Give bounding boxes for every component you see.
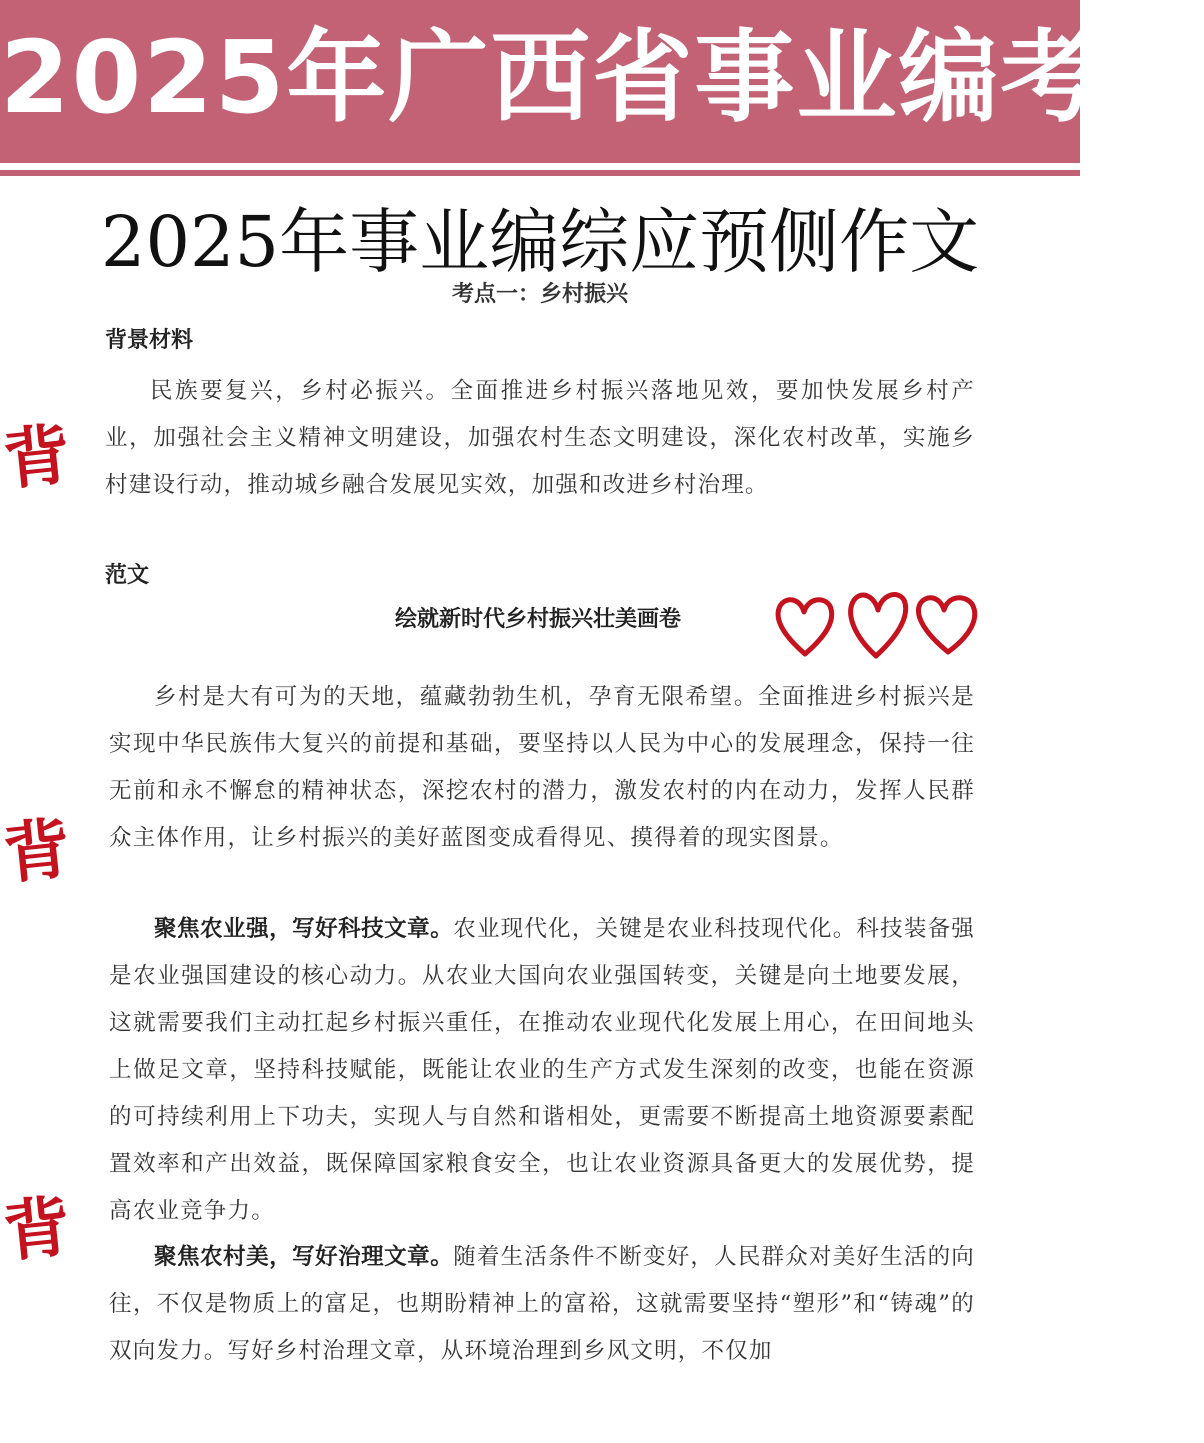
memorize-stamp-icon: 背 [0,1186,74,1272]
paragraph-lead: 聚焦农业强，写好科技文章。 [154,916,454,942]
essay-section-label: 范文 [105,563,150,588]
paragraph-lead: 聚焦农村美，写好治理文章。 [154,1244,454,1270]
essay-title: 绘就新时代乡村振兴壮美画卷 [394,607,681,632]
essay-paragraph-2 [109,906,975,1235]
hearts-doodle-icon [770,588,985,663]
essay-paragraph-3 [109,1234,975,1375]
heart-icon [851,595,906,656]
page-title: 2025年事业编综应预侧作文 [100,201,980,283]
heart-icon [918,598,974,652]
background-paragraph: 民族要复兴，乡村必振兴。全面推进乡村振兴落地见效，要加快发展乡村产业，加强社会主义精神文明建设，加强农村生态文明建设，深化农村改革，实施乡村建设行动，推动城乡融合发展见实效，加强和改进乡村治理。 [105,378,975,498]
essay-paragraph-1 [109,674,975,862]
heart-icon [778,600,832,654]
banner-divider [0,170,1080,176]
page-subtitle: 考点一：乡村振兴 [451,282,628,307]
memorize-stamp-icon: 背 [0,808,74,894]
paragraph-text: 随着生活条件不断变好，人民群众对美好生活的向往，不仅是物质上的富足，也期盼精神上的富裕，这就需要坚持“塑形”和“铸魂”的双向发力。写好乡村治理文章，从环境治理到乡风文明，不仅加 [109,1244,975,1364]
background-section-label: 背景材料 [105,328,194,353]
paragraph-text: 乡村是大有可为的天地，蕴藏勃勃生机，孕育无限希望。全面推进乡村振兴是实现中华民族伟大复兴的前提和基础，要坚持以人民为中心的发展理念，保持一往无前和永不懈怠的精神状态，深挖农村的潜力，激发农村的内在动力，发挥人民群众主体作用，让乡村振兴的美好蓝图变成看得见、摸得着的现实图景。 [109,684,975,851]
memorize-stamp-icon: 背 [0,414,74,500]
header-banner [0,0,1204,163]
banner-title: 2025年广西省事业编考试 [0,19,1204,136]
paragraph-text: 农业现代化，关键是农业科技现代化。科技装备强是农业强国建设的核心动力。从农业大国向农业强国转变，关键是向土地要发展，这就需要我们主动扛起乡村振兴重任，在推动农业现代化发展上用心，在田间地头上做足文章，坚持科技赋能，既能让农业的生产方式发生深刻的改变，也能在资源的可持续利用上下功夫，实现人与自然和谐相处，更需要不断提高土地资源要素配置效率和产出效益，既保障国家粮食安全，也让农业资源具备更大的发展优势，提高农业竞争力。 [109,916,975,1224]
